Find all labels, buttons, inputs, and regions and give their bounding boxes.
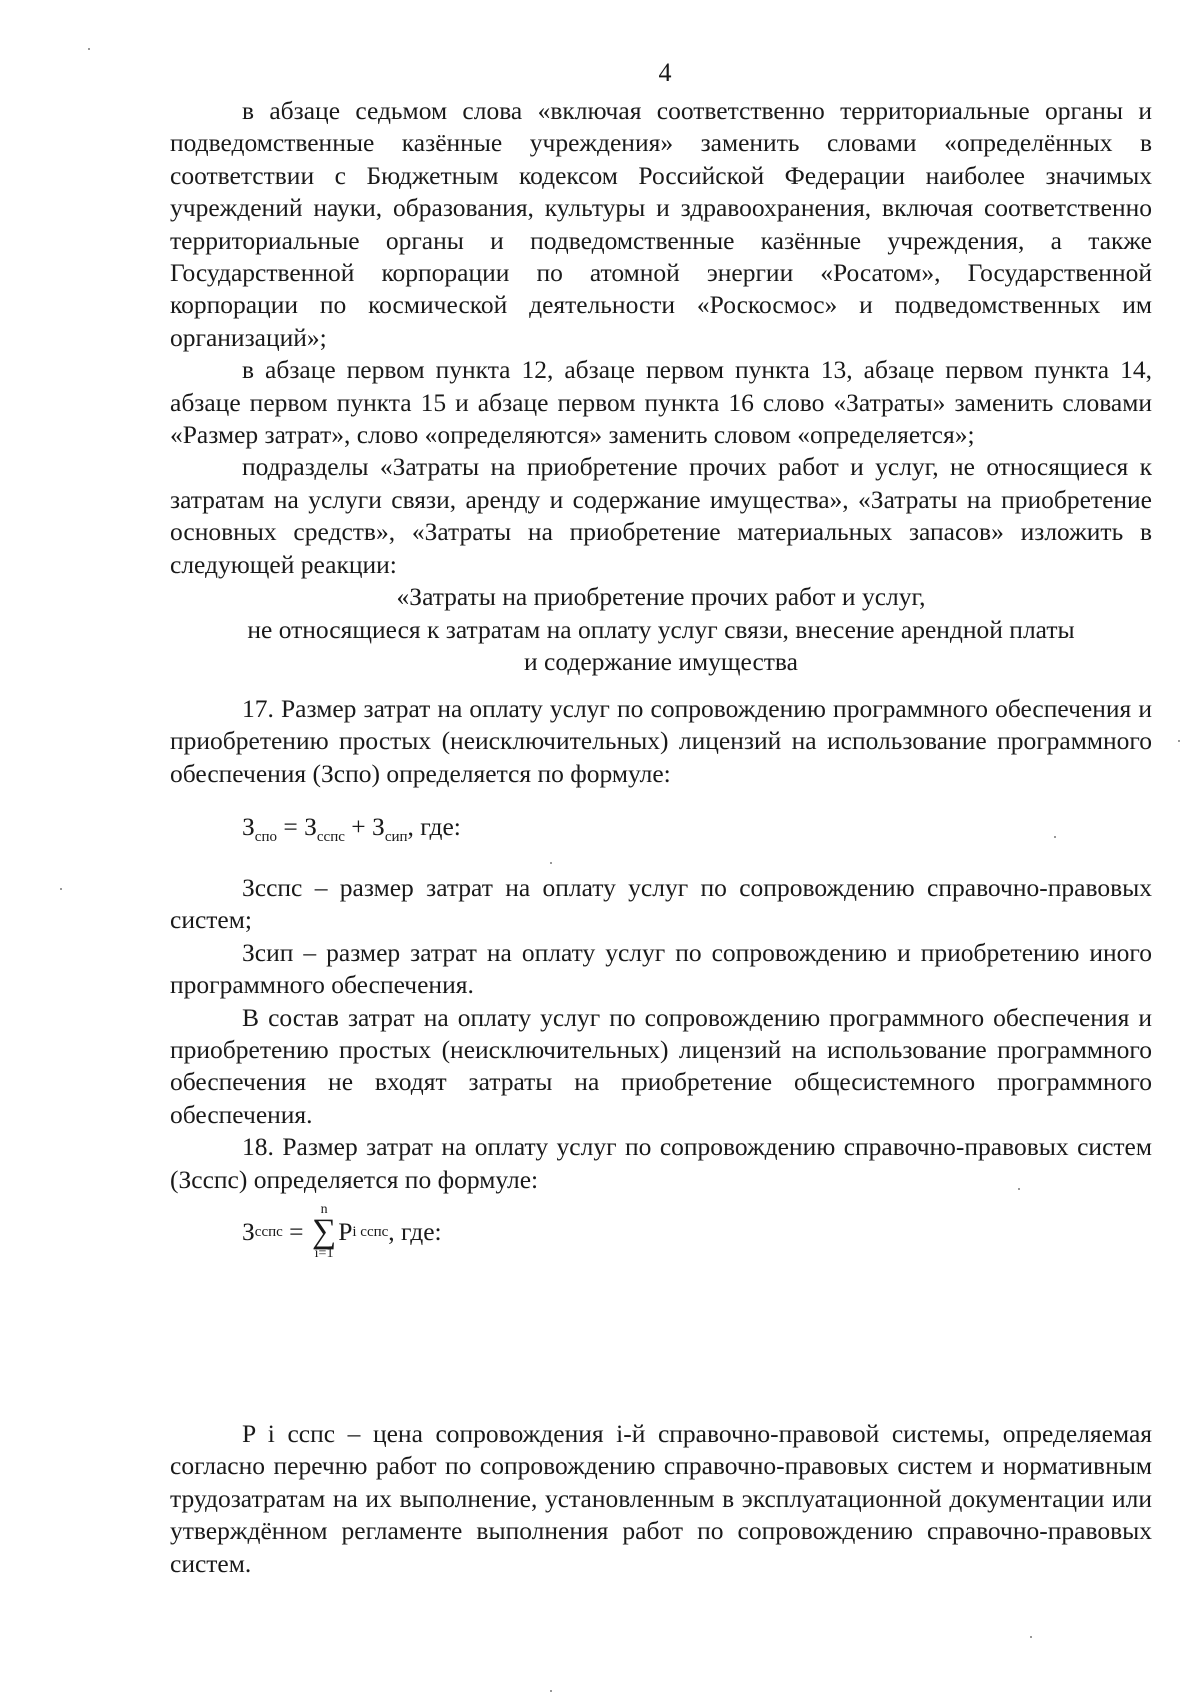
paragraph-item-17: 17. Размер затрат на оплату услуг по сопровождению программного обеспечения и приобретению простых (неисключительных) лицензий на использование программного обеспечения (Зспо) определяется по формуле: xyxy=(170,694,1152,788)
paragraph-clauses-12-16: в абзаце первом пункта 12, абзаце первом пункта 13, абзаце первом пункта 14, абзаце первом пункта 15 и абзаце первом пункта 16 слово «Затраты» заменить словами «Размер затрат», слово «определяются» заменить словом «определяется»; xyxy=(170,355,1152,450)
definition-sip: Зсип – размер затрат на оплату услуг по сопровождению и приобретению иного программного обеспечения. xyxy=(170,937,1152,1000)
formula-spo: $З_{спо} = З_{сспс} + З_{сип}$, где: xyxy=(242,812,461,845)
paragraph-exclusions: В состав затрат на оплату услуг по сопровождению программного обеспечения и приобретению простых (неисключительных) лицензий на использование программного обеспечения не входят затраты на приобретение общесистемного программного обеспечения. xyxy=(170,1002,1152,1129)
paragraph-item-18: 18. Размер затрат на оплату услуг по сопровождению справочно-правовых систем (Зсспс) определяется по формуле: xyxy=(170,1132,1152,1194)
scan-speck xyxy=(1030,1636,1032,1638)
scan-speck xyxy=(1178,740,1180,742)
scan-speck xyxy=(1054,836,1056,838)
definition-pi: P i сспс – цена сопровождения i-й справочно-правовой системы, определяемая согласно перечню работ по сопровождению справочно-правовых систем и нормативным трудозатратам на их выполнение, установленным в эксплуатационной документации или утверждённом регламенте выполнения работ по сопровождению справочно-правовых систем. xyxy=(170,1419,1152,1578)
sum-operator: n ∑ i=1 xyxy=(311,1202,337,1261)
scan-speck xyxy=(550,862,552,864)
page-number: 4 xyxy=(658,58,672,87)
formula-ssps: З сспс = n ∑ i=1 P i сспс , где: xyxy=(242,1202,442,1261)
subsection-heading-line-1: «Затраты на приобретение прочих работ и услуг, xyxy=(396,582,926,612)
amendments-block xyxy=(170,95,1152,678)
subsection-heading-line-2: не относящиеся к затратам на оплату услуг связи, внесение арендной платы xyxy=(247,614,1075,644)
paragraph-subsections: подразделы «Затраты на приобретение прочих работ и услуг, не относящиеся к затратам на услуги связи, аренду и содержание имущества», «Затраты на приобретение основных средств», «Затраты на приобретение материальных запасов» изложить в следующей реакции: xyxy=(170,452,1152,579)
scan-speck xyxy=(550,1690,552,1692)
definition-pi-block xyxy=(170,1418,1152,1580)
scan-speck xyxy=(88,48,90,50)
scan-speck xyxy=(60,888,62,890)
definitions-block xyxy=(170,872,1152,1196)
subsection-heading-line-3: и содержание имущества xyxy=(524,646,798,676)
definition-ssps: Зсспс – размер затрат на оплату услуг по сопровождению справочно-правовых систем; xyxy=(170,873,1152,935)
paragraph-clause-7: в абзаце седьмом слова «включая соответственно территориальные органы и подведомственные казённые учреждения» заменить словами «определённых в соответствии с Бюджетным кодексом Российской Федерации наиболее значимых учреждений науки, образования, культуры и здравоохранения, включая соответственно территориальные органы и подведомственные казённые учреждения, а также Государственной корпорации по атомной энергии «Росатом», Государственной корпорации по космической деятельности «Роскосмос» и подведомственных им организаций»; xyxy=(170,96,1152,352)
item-17-block xyxy=(170,693,1152,790)
scan-speck xyxy=(1018,1188,1020,1190)
